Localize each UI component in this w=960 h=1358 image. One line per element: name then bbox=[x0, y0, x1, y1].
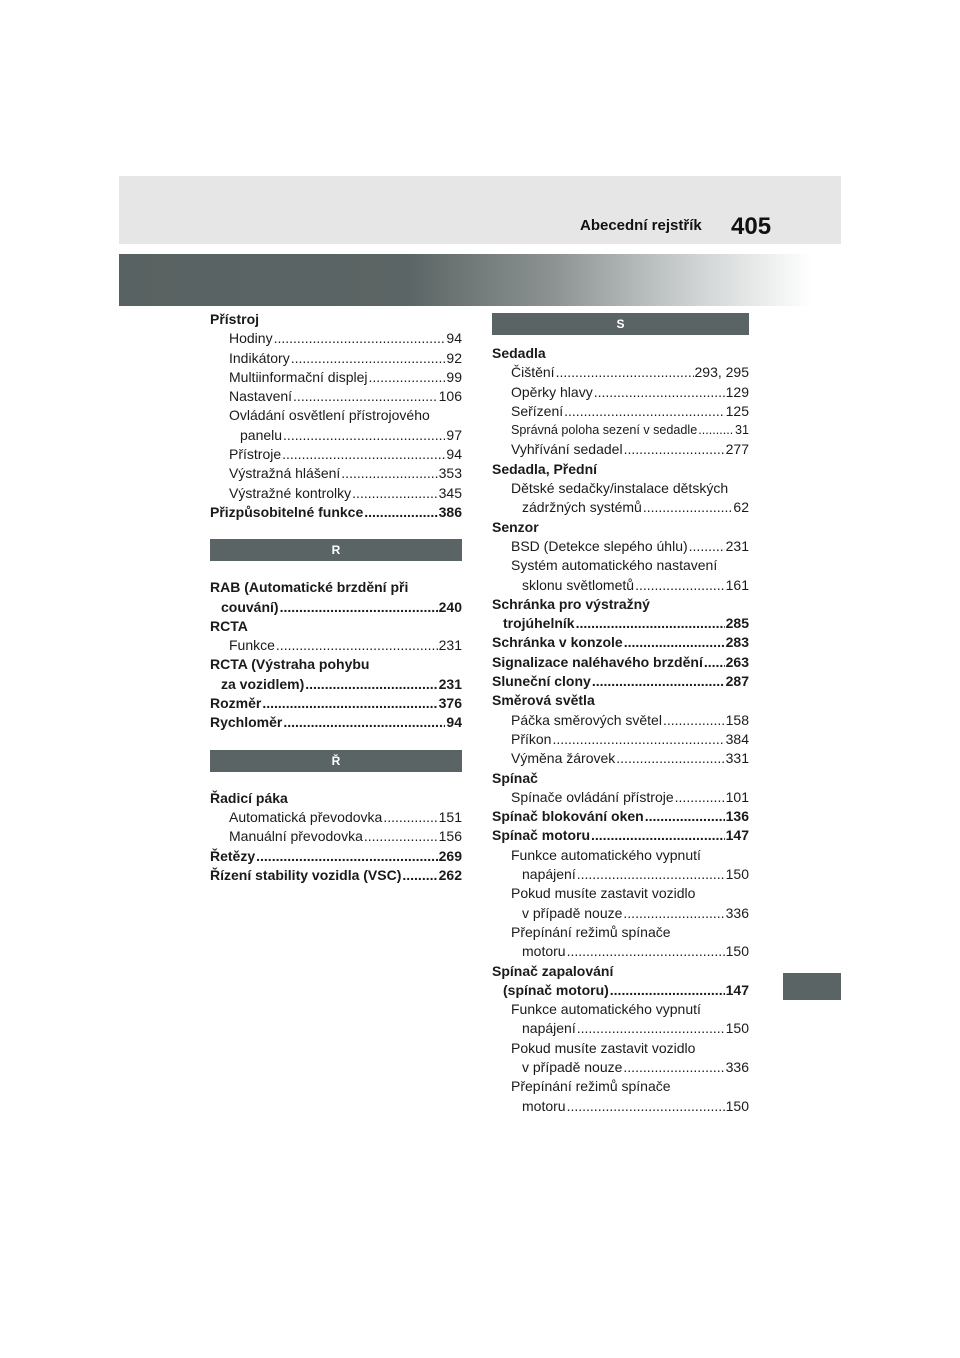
page-ref: 376 bbox=[438, 695, 462, 712]
page-ref: 262 bbox=[438, 866, 462, 883]
index-entry-title: Sedadla bbox=[492, 345, 546, 361]
index-subentry: BSD (Detekce slepého úhlu) ..... 231 bbox=[511, 537, 749, 556]
letter-heading-rr: Ř bbox=[210, 750, 462, 772]
page-ref: 345 bbox=[438, 484, 462, 501]
page-ref: 231 bbox=[438, 675, 462, 692]
page-ref: 158 bbox=[725, 711, 749, 728]
page-number: 405 bbox=[731, 213, 772, 240]
index-subentry: Multiinformační displej ..... 99 bbox=[229, 368, 462, 387]
page-ref: 99 bbox=[446, 368, 462, 385]
letter-heading-r: R bbox=[210, 539, 462, 561]
page-ref: 94 bbox=[446, 330, 462, 347]
page-ref: 336 bbox=[725, 904, 749, 921]
section-thumb-tab bbox=[783, 973, 841, 1000]
index-entry: Schránka pro výstražný trojúhelník ..... 285 bbox=[492, 595, 749, 634]
page-ref: 106 bbox=[438, 388, 462, 405]
letter-heading-s: S bbox=[492, 313, 749, 335]
page-ref: 336 bbox=[725, 1058, 749, 1075]
page-ref: 150 bbox=[725, 1097, 749, 1114]
index-subentry: Opěrky hlavy ..... 129 bbox=[511, 383, 749, 402]
page-ref: 150 bbox=[725, 943, 749, 960]
page-ref: 231 bbox=[725, 537, 749, 554]
index-right-column bbox=[492, 313, 749, 1116]
index-subentry: Automatická převodovka ..... 151 bbox=[229, 808, 462, 827]
header-gradient-bar bbox=[119, 254, 841, 306]
page-ref: 147 bbox=[725, 981, 749, 998]
index-left-column bbox=[210, 310, 462, 885]
index-entry: Spínač blokování oken ..... 136 bbox=[492, 807, 749, 826]
index-subentry: Výstražná hlášení ..... 353 bbox=[229, 464, 462, 483]
page-ref: 147 bbox=[725, 827, 749, 844]
index-subentry: Funkce ..... 231 bbox=[229, 636, 462, 655]
index-subentry: Dětské sedačky/instalace dětských zádržných systémů ..... 62 bbox=[511, 479, 749, 518]
index-subentry: Páčka směrových světel ..... 158 bbox=[511, 711, 749, 730]
page-ref: 285 bbox=[725, 615, 749, 632]
page-ref: 31 bbox=[734, 423, 749, 438]
index-subentry: Hodiny ..... 94 bbox=[229, 329, 462, 348]
index-subentry: Indikátory ..... 92 bbox=[229, 349, 462, 368]
page-ref: 269 bbox=[438, 847, 462, 864]
index-entry-title: Řadicí páka bbox=[210, 789, 288, 806]
index-entry-title: RCTA bbox=[210, 617, 248, 634]
page-ref: 125 bbox=[725, 402, 749, 419]
page-ref: 287 bbox=[725, 673, 749, 690]
index-entry: Řetězy ..... 269 bbox=[210, 847, 462, 866]
index-subentry: Funkce automatického vypnutí napájení ..... 150 bbox=[511, 1000, 749, 1039]
page-ref: 331 bbox=[725, 750, 749, 767]
index-subentry: Přepínání režimů spínače motoru ..... 150 bbox=[511, 923, 749, 962]
index-entry-title: Směrová světla bbox=[492, 692, 595, 709]
page-ref: 92 bbox=[446, 349, 462, 366]
index-subentry: Funkce automatického vypnutí napájení ..... 150 bbox=[511, 846, 749, 885]
page-ref: 263 bbox=[725, 653, 749, 670]
page-ref: 129 bbox=[725, 383, 749, 400]
index-entry: RCTA (Výstraha pohybu za vozidlem) ..... 231 bbox=[210, 655, 462, 694]
page-ref: 161 bbox=[725, 576, 749, 593]
index-subentry: Správná poloha sezení v sedadle ..... 31 bbox=[511, 421, 749, 440]
index-subentry: Vyhřívání sedadel ..... 277 bbox=[511, 440, 749, 459]
page-ref: 94 bbox=[446, 446, 462, 463]
index-entry: Rozměr ..... 376 bbox=[210, 694, 462, 713]
page-ref: 150 bbox=[725, 1020, 749, 1037]
index-subentry: Přístroje ..... 94 bbox=[229, 445, 462, 464]
page-ref: 150 bbox=[725, 866, 749, 883]
page-ref: 136 bbox=[725, 808, 749, 825]
page-ref: 277 bbox=[725, 441, 749, 458]
index-entry-title: Spínač bbox=[492, 769, 538, 786]
page-ref: 156 bbox=[438, 828, 462, 845]
index-entry: Spínač zapalování (spínač motoru) ..... 147 bbox=[492, 962, 749, 1001]
index-subentry: Čištění ..... 293, 295 bbox=[511, 363, 749, 382]
index-subentry: Výstražné kontrolky ..... 345 bbox=[229, 484, 462, 503]
index-entry-title: Senzor bbox=[492, 518, 539, 535]
page-ref: 293, 295 bbox=[694, 364, 749, 381]
index-subentry: Výměna žárovek ..... 331 bbox=[511, 749, 749, 768]
index-entry: Řízení stability vozidla (VSC) ..... 262 bbox=[210, 866, 462, 885]
page-ref: 283 bbox=[725, 634, 749, 651]
index-subentry: Nastavení ..... 106 bbox=[229, 387, 462, 406]
index-subentry: Systém automatického nastavení sklonu světlometů ..... 161 bbox=[511, 556, 749, 595]
page-ref: 353 bbox=[438, 465, 462, 482]
index-entry: Schránka v konzole ..... 283 bbox=[492, 633, 749, 652]
index-entry: Rychloměr ..... 94 bbox=[210, 713, 462, 732]
index-subentry: Přepínání režimů spínače motoru ..... 150 bbox=[511, 1077, 749, 1116]
index-entry-title: Sedadla, Přední bbox=[492, 460, 598, 477]
page-ref: 386 bbox=[438, 503, 462, 520]
page-ref: 101 bbox=[725, 788, 749, 805]
index-entry: Přizpůsobitelné funkce ..... 386 bbox=[210, 503, 462, 522]
page-ref: 62 bbox=[733, 499, 749, 516]
index-subentry: Pokud musíte zastavit vozidlo v případě nouze ..... 336 bbox=[511, 1039, 749, 1078]
index-subentry: Pokud musíte zastavit vozidlo v případě nouze ..... 336 bbox=[511, 884, 749, 923]
index-entry: Signalizace naléhavého brzdění ..... 263 bbox=[492, 653, 749, 672]
page-ref: 97 bbox=[446, 426, 462, 443]
page-ref: 231 bbox=[438, 637, 462, 654]
index-entry: RAB (Automatické brzdění při couvání) ..... 240 bbox=[210, 578, 462, 617]
index-entry: Spínač motoru ..... 147 bbox=[492, 826, 749, 845]
page-ref: 384 bbox=[725, 730, 749, 747]
index-subentry: Spínače ovládání přístroje ..... 101 bbox=[511, 788, 749, 807]
index-subentry: Manuální převodovka ..... 156 bbox=[229, 827, 462, 846]
index-entry: Sluneční clony ..... 287 bbox=[492, 672, 749, 691]
index-subentry: Příkon ..... 384 bbox=[511, 730, 749, 749]
index-subentry: Seřízení ..... 125 bbox=[511, 402, 749, 421]
index-subentry: Ovládání osvětlení přístrojového panelu ..... 97 bbox=[229, 406, 462, 445]
page-ref: 94 bbox=[446, 714, 462, 731]
section-title: Abecední rejstřík bbox=[580, 217, 702, 234]
page-ref: 151 bbox=[438, 808, 462, 825]
index-entry-title: Přístroj bbox=[210, 311, 260, 327]
page-ref: 240 bbox=[438, 598, 462, 615]
